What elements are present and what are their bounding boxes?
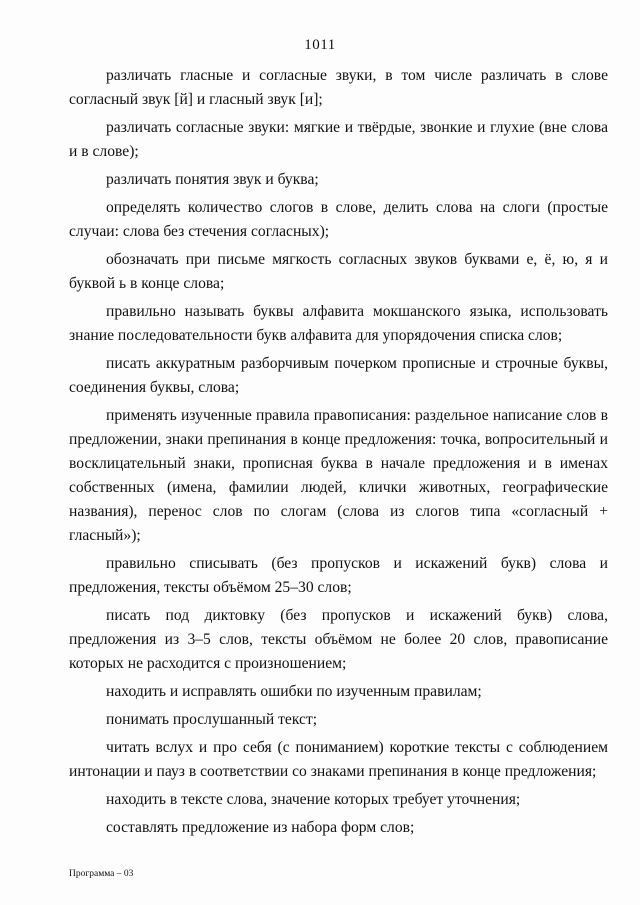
paragraph: находить в тексте слова, значение которых требует уточнения; [106, 791, 521, 808]
paragraph: писать под диктовку (без пропусков и искажений букв) слова, предложения из 3–5 слов, тексты объёмом не более 20 слов, правописание которых не расходится с произношением; [69, 607, 608, 672]
page-footer: Программа – 03 [69, 869, 134, 879]
paragraph: правильно называть буквы алфавита мокшанского языка, использовать знание последовательности букв алфавита для упорядочения списка слов; [69, 303, 608, 344]
paragraph: обозначать при письме мягкость согласных звуков буквами е, ё, ю, я и буквой ь в конце слова; [69, 251, 608, 292]
paragraph: различать согласные звуки: мягкие и твёрдые, звонкие и глухие (вне слова и в слове); [69, 119, 608, 160]
paragraph: определять количество слогов в слове, делить слова на слоги (простые случаи: слова без стечения согласных); [69, 199, 608, 240]
paragraph: правильно списывать (без пропусков и искажений букв) слова и предложения, тексты объёмом 25–30 слов; [69, 555, 608, 596]
paragraph: различать гласные и согласные звуки, в том числе различать в слове согласный звук [й] и гласный звук [и]; [69, 67, 608, 108]
paragraph: различать понятия звук и буква; [106, 171, 319, 188]
paragraph: понимать прослушанный текст; [106, 711, 318, 728]
document-body [69, 64, 608, 844]
paragraph: составлять предложение из набора форм слов; [106, 819, 415, 836]
page-number: 1011 [304, 37, 336, 53]
paragraph: находить и исправлять ошибки по изученным правилам; [106, 683, 482, 700]
paragraph: читать вслух и про себя (с пониманием) короткие тексты с соблюдением интонации и пауз в соответствии со знаками препинания в конце предложения; [69, 739, 608, 780]
paragraph: писать аккуратным разборчивым почерком прописные и строчные буквы, соединения буквы, слова; [69, 355, 608, 396]
paragraph: применять изученные правила правописания: раздельное написание слов в предложении, знаки препинания в конце предложения: точка, вопросительный и восклицательный знаки, прописная буква в начале предложения и в именах собственных (имена, фамилии людей, клички животных, географические названия), перенос слов по слогам (слова из слогов типа «согласный + гласный»); [69, 407, 608, 544]
